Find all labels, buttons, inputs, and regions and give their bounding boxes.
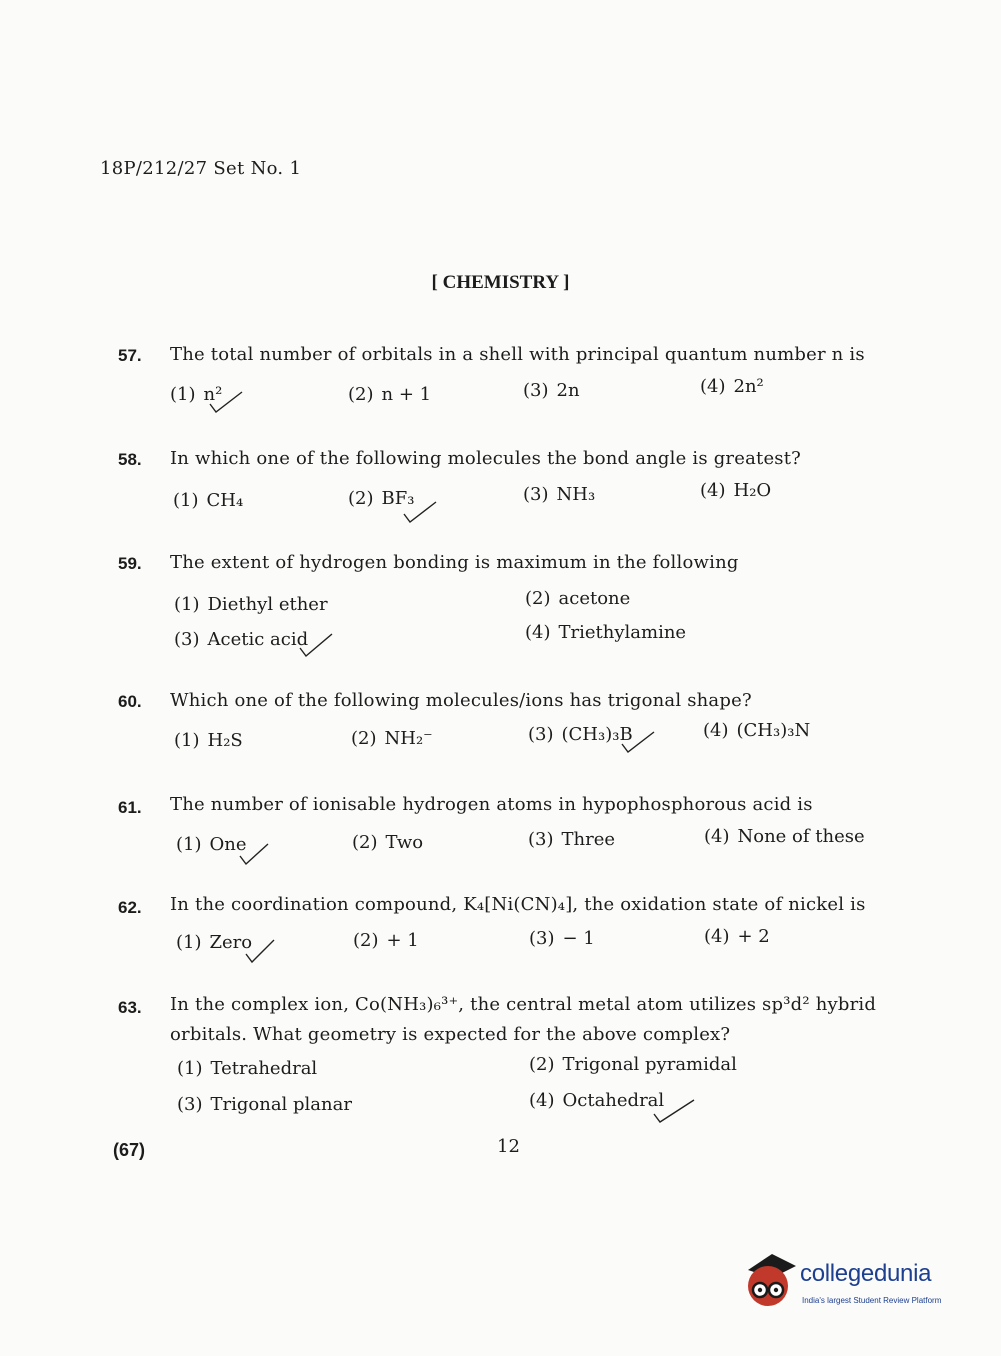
option-2[interactable]: (2) + 1 [353,930,419,951]
option-1[interactable]: (1) Tetrahedral [177,1058,318,1079]
option-2[interactable]: (2) NH₂⁻ [351,728,433,749]
brand-name: collegedunia [800,1260,932,1287]
question-60 [118,680,898,760]
option-4[interactable]: (4) H₂O [700,480,772,501]
check-mark-icon [400,498,440,526]
option-2[interactable]: (2) n + 1 [348,384,432,405]
question-text: In which one of the following molecules the bond angle is greatest? [170,448,802,469]
question-number: 61. [118,798,142,817]
option-3[interactable]: (3) − 1 [529,928,595,949]
question-number: 58. [118,450,142,469]
question-number: 57. [118,346,142,365]
question-text: Which one of the following molecules/ions has trigonal shape? [170,690,752,711]
option-1[interactable]: (1) Diethyl ether [174,594,328,615]
option-4[interactable]: (4) Triethylamine [525,622,687,643]
question-number: 63. [118,998,142,1017]
option-2[interactable]: (2) BF₃ [348,488,415,509]
option-3[interactable]: (3) Acetic acid [174,629,309,650]
question-number: 59. [118,554,142,573]
option-3[interactable]: (3) Three [528,829,616,850]
question-text: The total number of orbitals in a shell with principal quantum number n is [170,344,865,365]
check-mark-icon [206,388,246,416]
option-2[interactable]: (2) acetone [525,588,631,609]
option-2[interactable]: (2) Trigonal pyramidal [529,1054,737,1075]
option-1[interactable]: (1) Zero [176,932,253,953]
option-3[interactable]: (3) Trigonal planar [177,1094,352,1115]
option-1[interactable]: (1) CH₄ [173,490,244,511]
page-code: (67) [113,1140,146,1160]
question-58 [118,438,898,518]
option-4[interactable]: (4) (CH₃)₃N [703,720,811,741]
question-59 [118,542,898,662]
option-4[interactable]: (4) Octahedral [529,1090,665,1111]
option-1[interactable]: (1) n² [170,384,223,405]
question-number: 62. [118,898,142,917]
question-text: In the complex ion, Co(NH₃)₆³⁺, the central metal atom utilizes sp³d² hybrid orbitals. What geometry is expected for the above complex? [170,994,877,1045]
mascot-icon [742,1248,798,1310]
option-4[interactable]: (4) + 2 [704,926,770,947]
question-57 [118,334,898,414]
option-3[interactable]: (3) (CH₃)₃B [528,724,633,745]
option-4[interactable]: (4) None of these [704,826,865,847]
watermark-logo [742,1248,972,1314]
section-title: [ CHEMISTRY ] [431,272,570,293]
option-3[interactable]: (3) 2n [523,380,580,401]
check-mark-icon [618,728,658,756]
question-text: In the coordination compound, K₄[Ni(CN)₄], the oxidation state of nickel is [170,894,866,915]
question-text: The number of ionisable hydrogen atoms in hypophosphorous acid is [170,794,813,815]
option-1[interactable]: (1) One [176,834,247,855]
check-mark-icon [650,1094,698,1126]
brand-tagline: India's largest Student Review Platform [802,1296,942,1305]
option-2[interactable]: (2) Two [352,832,424,853]
page-number: 12 [497,1136,520,1157]
check-mark-icon [242,936,278,966]
check-mark-icon [236,840,272,868]
question-62 [118,886,898,966]
set-number: 18P/212/27 Set No. 1 [100,158,302,179]
question-number: 60. [118,692,142,711]
question-63 [118,986,898,1126]
option-1[interactable]: (1) H₂S [174,730,243,751]
question-61 [118,786,898,866]
question-text: The extent of hydrogen bonding is maximum in the following [170,552,739,573]
option-3[interactable]: (3) NH₃ [523,484,596,505]
option-4[interactable]: (4) 2n² [700,376,764,397]
check-mark-icon [296,630,336,660]
